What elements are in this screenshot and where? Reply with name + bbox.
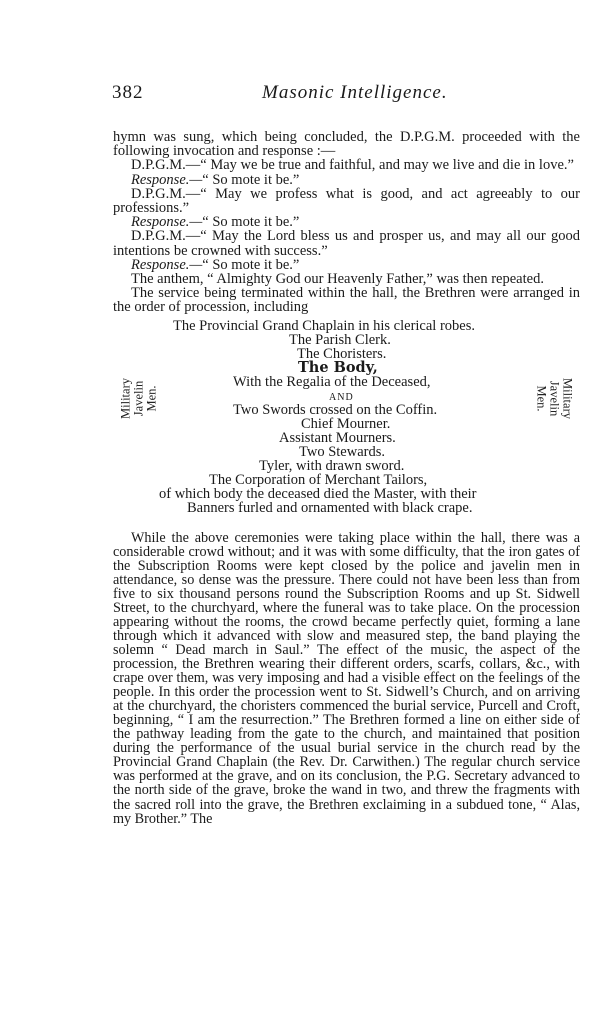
response-1 bbox=[113, 173, 580, 187]
procession-line: Chief Mourner. bbox=[301, 415, 391, 432]
invocation-text: “ May the Lord bless us and prosper us, and may all our good intentions be crowned with success.” bbox=[113, 228, 580, 259]
invocation-speaker: D.P.G.M.— bbox=[131, 157, 201, 174]
procession-line: The Parish Clerk. bbox=[289, 331, 391, 348]
response-2 bbox=[113, 215, 580, 229]
invocation-speaker: D.P.G.M.— bbox=[131, 185, 201, 202]
invocation-2 bbox=[113, 187, 580, 215]
invocation-3 bbox=[113, 229, 580, 257]
procession-line: Tyler, with drawn sword. bbox=[259, 457, 405, 474]
response-speaker: Response.— bbox=[131, 214, 203, 231]
invocation-text: “ May we be true and faithful, and may we live and die in love.” bbox=[200, 157, 574, 174]
narrative-paragraph: While the above ceremonies were taking place within the hall, there was a considerable crowd without; and it was with some difficulty, that the iron gates of the Subscription Rooms were kept closed by the police and javelin men in attendance, so dense was the pressure. There could not have been less than from five to six thousand persons round the Subscription Rooms and up St. Sidwell Street, to the churchyard, where the funeral was to take place. On the procession appearing without the rooms, the crowd became perfectly quiet, forming a lane through which it advanced with slow and measured step, the band playing the solemn “ Dead march in Saul.” The effect of the music, the aspect of the procession, the Brethren wearing their different orders, scarfs, collars, &c., with crape over them, was very imposing and had a visible effect on the feelings of the people. In this order the procession went to St. Sidwell’s Church, and on arriving at the churchyard, the choristers commenced the burial service, Purcell and Croft, beginning, “ I am the resurrection.” The Brethren formed a line on either side of the pathway leading from the gate to the church, and maintained that position during the performance of the usual burial service in the church read by the Provincial Grand Chaplain (the Rev. Dr. Carwithen.) The regular church service was performed at the grave, and on its conclusion, the P.G. Secretary advanced to the north side of the grave, broke the wand in two, and threw the fragments with the sacred roll into the grave, the Brethren exclaiming in a subdued tone, “ Alas, my Brother.” The bbox=[113, 529, 580, 827]
procession-line: Assistant Mourners. bbox=[279, 429, 396, 446]
response-3 bbox=[113, 258, 580, 272]
procession-line: of which body the deceased died the Master, with their bbox=[159, 485, 477, 502]
side-label-line: Men. bbox=[144, 385, 159, 412]
intro-paragraph: hymn was sung, which being concluded, the D.P.G.M. proceeded with the following invocation and response :— bbox=[113, 129, 580, 160]
procession-line: The Body, bbox=[298, 358, 378, 376]
procession-order bbox=[113, 319, 580, 529]
right-side-label bbox=[532, 359, 576, 441]
procession-line: Two Swords crossed on the Coffin. bbox=[233, 401, 438, 418]
side-label-line: Javelin bbox=[131, 380, 146, 416]
side-label-line: Military bbox=[118, 377, 133, 419]
response-text: “ So mote it be.” bbox=[202, 214, 300, 231]
procession-line: Two Stewards. bbox=[299, 443, 385, 460]
anthem-paragraph: The anthem, “ Almighty God our Heavenly Father,” was then repeated. bbox=[131, 271, 544, 288]
page-header bbox=[112, 82, 580, 112]
side-label-line: Military bbox=[560, 377, 575, 419]
response-speaker: Response.— bbox=[131, 256, 203, 273]
procession-line: AND bbox=[329, 391, 354, 403]
side-label-line: Javelin bbox=[547, 380, 562, 416]
left-side-label bbox=[117, 359, 161, 441]
page-number: 382 bbox=[112, 82, 144, 103]
response-text: “ So mote it be.” bbox=[202, 171, 300, 188]
procession-line: The Corporation of Merchant Tailors, bbox=[209, 471, 428, 488]
procession-line: Banners furled and ornamented with black crape. bbox=[187, 499, 473, 516]
service-paragraph: The service being terminated within the hall, the Brethren were arranged in the order of procession, including bbox=[113, 285, 580, 316]
procession-line: The Choristers. bbox=[297, 345, 387, 362]
page-body bbox=[113, 130, 580, 826]
invocation-text: “ May we profess what is good, and act agreeably to our professions.” bbox=[113, 185, 580, 217]
invocation-1 bbox=[113, 158, 580, 172]
invocation-speaker: D.P.G.M.— bbox=[131, 228, 201, 245]
procession-line: With the Regalia of the Deceased, bbox=[233, 373, 431, 390]
running-title: Masonic Intelligence. bbox=[262, 82, 448, 103]
side-label-line: Men. bbox=[534, 385, 549, 412]
procession-line: The Provincial Grand Chaplain in his clerical robes. bbox=[173, 317, 475, 334]
response-speaker: Response.— bbox=[131, 171, 203, 188]
response-text: “ So mote it be.” bbox=[202, 256, 300, 273]
